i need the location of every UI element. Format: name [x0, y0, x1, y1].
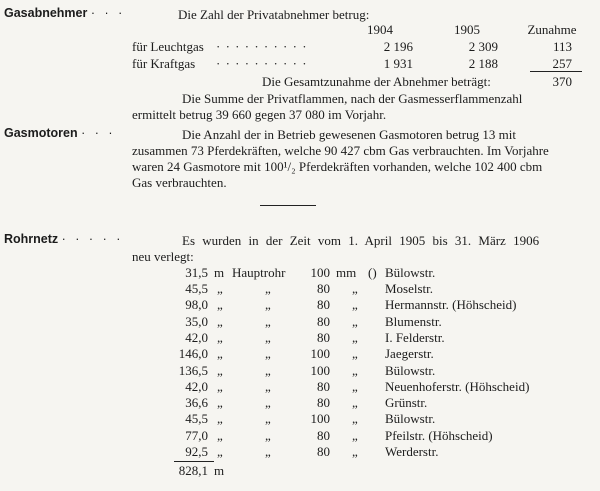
pipe-street: Bülowstr. — [385, 411, 436, 426]
ditto-mark: „ — [217, 297, 223, 312]
pipe-unit: m — [214, 265, 225, 280]
ditto-mark: „ — [265, 411, 271, 426]
total-length: 828,1 — [178, 463, 208, 478]
pipe-row — [0, 297, 600, 312]
pipe-diameter: 80 — [317, 395, 330, 410]
pipe-diameter: 100 — [310, 411, 330, 426]
col-header-1904: 1904 — [367, 22, 393, 37]
pipe-street: Pfeilstr. (Höhscheid) — [385, 428, 493, 443]
pipe-row — [0, 330, 600, 345]
pipe-length: 146,0 — [178, 346, 208, 361]
ditto-mark: „ — [352, 346, 358, 361]
sum-rule — [530, 71, 582, 72]
pipe-diameter: 100 — [310, 363, 330, 378]
text-line: ermittelt betrug 39 660 gegen 37 080 im Vorjahr. — [132, 107, 387, 122]
leader-dots: · · · — [81, 126, 116, 140]
text-line: neu verlegt: — [132, 249, 194, 264]
pipe-length: 36,6 — [185, 395, 208, 410]
section-label: Gasmotoren — [4, 126, 78, 140]
leader-dots: · · · · · · · · · · — [216, 39, 308, 54]
pipe-diameter: 80 — [317, 314, 330, 329]
section-heading-rohrnetz — [4, 232, 123, 247]
pipe-street: Bülowstr. — [385, 265, 436, 280]
pipe-row — [0, 411, 600, 426]
diameter-symbol: () — [368, 265, 377, 280]
total-label: Die Gesamtzunahme der Abnehmer beträgt: — [262, 74, 491, 89]
ditto-mark: „ — [217, 330, 223, 345]
text-line: Die Summe der Privatflammen, nach der Gasmesserflammenzahl — [182, 91, 523, 106]
pipe-street: Bülowstr. — [385, 363, 436, 378]
pipe-row — [0, 314, 600, 329]
pipe-length: 45,5 — [185, 411, 208, 426]
ditto-mark: „ — [265, 379, 271, 394]
ditto-mark: „ — [265, 314, 271, 329]
pipe-street: Hermannstr. (Höhscheid) — [385, 297, 517, 312]
leader-dots: · · · · · · · · · · — [216, 56, 308, 71]
pipe-diameter: 80 — [317, 444, 330, 459]
row-label: für Leuchtgas — [132, 39, 204, 54]
total-value: 370 — [552, 74, 572, 89]
ditto-mark: „ — [352, 444, 358, 459]
ditto-mark: „ — [217, 346, 223, 361]
section-heading-gasmotoren — [4, 126, 116, 141]
col-header-zunahme: Zunahme — [527, 22, 577, 37]
leader-dots: · · · · · — [61, 232, 124, 246]
pipe-diameter: 100 — [310, 346, 330, 361]
pipe-row — [0, 281, 600, 296]
pipe-row — [0, 444, 600, 459]
pipe-diameter: 80 — [317, 379, 330, 394]
ditto-mark: „ — [265, 395, 271, 410]
ditto-mark: „ — [352, 314, 358, 329]
ditto-mark: „ — [352, 363, 358, 378]
pipe-length: 45,5 — [185, 281, 208, 296]
pipe-row — [0, 428, 600, 443]
ditto-mark: „ — [217, 428, 223, 443]
pipe-length: 42,0 — [185, 379, 208, 394]
pipe-length: 35,0 — [185, 314, 208, 329]
ditto-mark: „ — [265, 281, 271, 296]
ditto-mark: „ — [217, 411, 223, 426]
pipe-length: 42,0 — [185, 330, 208, 345]
pipe-diameter: 80 — [317, 428, 330, 443]
value-1905: 2 309 — [468, 39, 498, 54]
pipe-diameter-unit: mm — [336, 265, 357, 280]
section-divider — [260, 205, 316, 206]
text-line: waren 24 Gasmotore mit 100¹/₂ Pferdekräften vorhanden, welche 102 400 cbm — [132, 159, 543, 174]
pipe-street: Moselstr. — [385, 281, 434, 296]
pipe-street: Blumenstr. — [385, 314, 442, 329]
pipe-diameter: 80 — [317, 281, 330, 296]
section-label: Gasabnehmer — [4, 6, 88, 20]
ditto-mark: „ — [352, 330, 358, 345]
ditto-mark: „ — [217, 395, 223, 410]
ditto-mark: „ — [265, 297, 271, 312]
sum-rule — [174, 461, 214, 462]
total-unit: m — [214, 463, 225, 478]
pipe-diameter: 80 — [317, 330, 330, 345]
ditto-mark: „ — [352, 395, 358, 410]
ditto-mark: „ — [265, 363, 271, 378]
pipe-total-row — [0, 463, 600, 478]
pipe-length: 92,5 — [185, 444, 208, 459]
col-header-1905: 1905 — [454, 22, 480, 37]
pipe-street: I. Felderstr. — [385, 330, 445, 345]
pipe-street: Grünstr. — [385, 395, 428, 410]
ditto-mark: „ — [265, 346, 271, 361]
pipe-street: Neuenhoferstr. (Höhscheid) — [385, 379, 530, 394]
pipe-type: Hauptrohr — [232, 265, 286, 280]
ditto-mark: „ — [217, 444, 223, 459]
value-zunahme: 113 — [552, 39, 572, 54]
leader-dots: · · · — [90, 6, 126, 20]
pipe-row — [0, 346, 600, 361]
ditto-mark: „ — [265, 444, 271, 459]
value-zunahme: 257 — [552, 56, 572, 71]
ditto-mark: „ — [217, 379, 223, 394]
pipe-diameter: 80 — [317, 297, 330, 312]
pipe-street: Jaegerstr. — [385, 346, 434, 361]
row-label: für Kraftgas — [132, 56, 196, 71]
ditto-mark: „ — [352, 281, 358, 296]
ditto-mark: „ — [265, 330, 271, 345]
ditto-mark: „ — [217, 363, 223, 378]
pipe-length: 31,5 — [185, 265, 208, 280]
text-line: Es wurden in der Zeit vom 1. April 1905 bis 31. März 1906 — [182, 233, 540, 248]
ditto-mark: „ — [352, 297, 358, 312]
pipe-row — [0, 265, 600, 280]
ditto-mark: „ — [217, 314, 223, 329]
pipe-length: 98,0 — [185, 297, 208, 312]
text-line: zusammen 73 Pferdekräften, welche 90 427 cbm Gas verbrauchten. Im Vorjahre — [132, 143, 549, 158]
pipe-row — [0, 395, 600, 410]
pipe-street: Werderstr. — [385, 444, 439, 459]
ditto-mark: „ — [217, 281, 223, 296]
ditto-mark: „ — [265, 428, 271, 443]
value-1905: 2 188 — [468, 56, 498, 71]
text-line: Die Anzahl der in Betrieb gewesenen Gasmotoren betrug 13 mit — [182, 127, 516, 142]
value-1904: 2 196 — [383, 39, 413, 54]
value-1904: 1 931 — [383, 56, 413, 71]
pipe-row — [0, 379, 600, 394]
section-label: Rohrnetz — [4, 232, 59, 246]
pipe-diameter: 100 — [310, 265, 330, 280]
pipe-length: 136,5 — [178, 363, 208, 378]
ditto-mark: „ — [352, 428, 358, 443]
ditto-mark: „ — [352, 379, 358, 394]
pipe-length: 77,0 — [185, 428, 208, 443]
section-heading-gasabnehmer — [4, 6, 125, 21]
text-line: Gas verbrauchten. — [132, 175, 227, 190]
ditto-mark: „ — [352, 411, 358, 426]
intro-text: Die Zahl der Privatabnehmer betrug: — [178, 7, 370, 22]
pipe-row — [0, 363, 600, 378]
